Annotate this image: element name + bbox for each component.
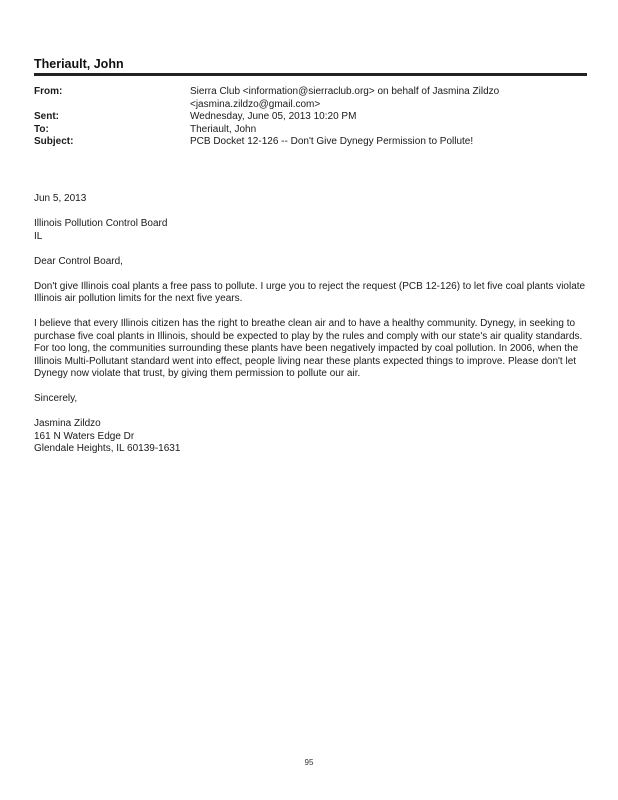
email-header [34, 86, 594, 149]
salutation: Dear Control Board, [34, 255, 123, 267]
recipient-line1: Illinois Pollution Control Board [34, 218, 168, 229]
subject-label: Subject: [34, 136, 74, 147]
from-value-line1: Sierra Club <information@sierraclub.org> on behalf of Jasmina Zildzo [190, 86, 500, 97]
signature-name: Jasmina Zildzo [34, 418, 101, 429]
paragraph-1: Don't give Illinois coal plants a free pass to pollute. I urge you to reject the request (PCB 12-126) to let five coal plants violate Illinois air pollution limits for the next five years. [34, 280, 586, 304]
letter-date: Jun 5, 2013 [34, 193, 87, 204]
recipient-block [34, 218, 594, 243]
to-value: Theriault, John [190, 123, 257, 135]
subject-row [34, 136, 594, 149]
sender-heading: Theriault, John [34, 57, 124, 71]
from-value [190, 86, 594, 111]
header-divider [34, 73, 587, 76]
signature-block [34, 418, 594, 456]
from-value-line2: <jasmina.zildzo@gmail.com> [190, 98, 321, 110]
page-number: 95 [304, 758, 314, 767]
to-label: To: [34, 123, 49, 135]
sent-row [34, 111, 594, 124]
closing: Sincerely, [34, 393, 78, 404]
from-label: From: [34, 86, 63, 97]
email-body [34, 193, 594, 456]
signature-address-1: 161 N Waters Edge Dr [34, 430, 135, 442]
paragraph-2: I believe that every Illinois citizen has the right to breathe clean air and to have a healthy community. Dynegy, in seeking to purchase five coal plants in Illinois, should be expected to play by the rules and comply with our state's air quality standards. For too long, the communities surrounding these plants have been negatively impacted by coal pollution. In 2006, when the Illinois Multi-Pollutant standard went into effect, people living near these plants expected things to improve. Please don't let Dynegy now violate that trust, by giving them permission to pollute our air. [34, 318, 583, 379]
from-row [34, 86, 594, 111]
recipient-line2: IL [34, 230, 43, 242]
sent-value: Wednesday, June 05, 2013 10:20 PM [190, 111, 357, 122]
signature-address-2: Glendale Heights, IL 60139-1631 [34, 443, 181, 454]
subject-value: PCB Docket 12-126 -- Don't Give Dynegy Permission to Pollute! [190, 136, 474, 147]
to-row [34, 124, 594, 137]
sent-label: Sent: [34, 111, 59, 122]
